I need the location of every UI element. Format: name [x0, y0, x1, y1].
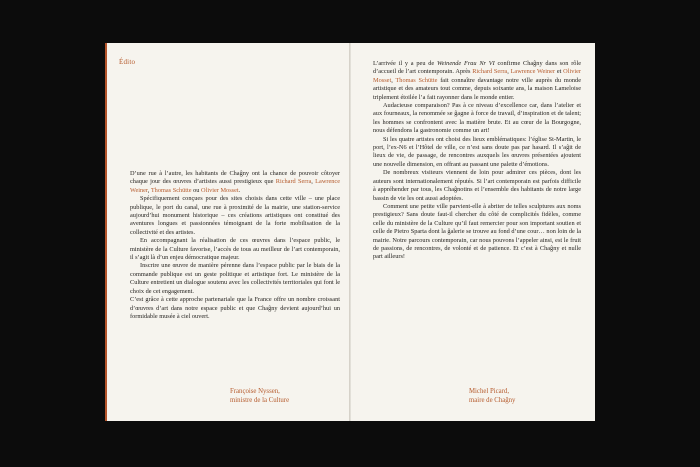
signature-name: Michel Picard,: [469, 388, 510, 395]
right-page-text: [373, 60, 581, 262]
artwork-title: Weinende Frau Nr VI: [436, 60, 495, 67]
signature-title: maire de Chaĝny: [469, 396, 516, 404]
signature-minister: [230, 388, 289, 405]
left-page-text: [130, 170, 340, 321]
signature-name: Françoise Nyssen,: [230, 388, 280, 395]
artist-name: Thomas Schütte: [150, 186, 192, 194]
left-paragraph-3: En accompagnant la réalisation de ces œuvres dans l’espace public, le ministère de la Culture favorise, l’accès de tous au meilleur de l’art contemporain, il s’agit là d’un enjeu démocratique majeur.: [130, 237, 340, 262]
text-run: .: [238, 186, 241, 194]
right-paragraph-3: Si les quatre artistes ont choisi des lieux emblématiques: l’église St-Martin, le port, l’ex-N6 et l’Hôtel de ville, ce n’est sans doute pas par hasard. Il s’aĝit de lieux de vie, de passage, de rencontres auxquels les œuvres présentées ajoutent une nouvelle dimension, en offrant au passant une palette d’émotions.: [373, 135, 581, 168]
artist-name: Lawrence Weiner: [130, 178, 340, 194]
right-paragraph-5: Comment une petite ville parvient-elle à abriter de telles sculptures aux noms prestigieux? Sans doute faut-il chercher du côté de complicités fidèles, comme celle du ministère de la Culture qu’il faut remercier pour son important soutien et celle de Pietro Sparta dont la ĝalerie se trouve au fond d’une cour… non loin de la mairie. Notre parcours contemporain, car nous pouvons l’appeler ainsi, est le fruit de passions, de rencontres, de volonté et de patience. Et c’est à Chaĝny et nulle part ailleurs!: [373, 202, 581, 261]
text-run: et: [555, 68, 564, 76]
edito-heading: Édito: [119, 58, 136, 66]
text-run: D’une rue à l’autre, les habitants de Chaĝny ont la chance de pouvoir côtoyer chaque jour des œuvres d’artistes aussi prestigieux que: [130, 170, 340, 186]
artist-name: Thomas Schütte: [395, 76, 438, 84]
text-run: L’arrivée il y a peu de: [373, 60, 437, 67]
artist-name: Olivier Mosset: [373, 68, 581, 84]
right-paragraph-2: Audacieuse comparaison? Pas à ce niveau d’excellence car, dans l’atelier et aux fourneaux, la renommée se ĝagne à force de travail, d’inspiration et de talent; les hommes se confrontent avec la matière brute. Et au cœur de la Bourgogne, nous défendons la gastronomie comme un art!: [373, 102, 581, 135]
signature-title: ministre de la Culture: [230, 396, 290, 404]
text-run: confirme Chaĝny dans son rôle d’accueil de l’art contemporain. Après: [373, 60, 581, 76]
left-paragraph-1: [130, 170, 340, 195]
artist-name: Richard Serra: [275, 178, 312, 186]
artist-name: Lawrence Weiner: [510, 68, 556, 76]
text-run: ,: [391, 76, 396, 84]
right-paragraph-1: [373, 60, 581, 102]
left-page: [105, 43, 349, 421]
text-run: ,: [311, 178, 316, 186]
text-run: fait connaître davantage notre ville auprès du monde artistique et des amateurs tout comme, depuis soixante ans, la maison Lameloise triplement étoilée l’a fait rayonner dans le monde entier.: [373, 76, 582, 101]
left-paragraph-2: Spécifiquement conçues pour des sites choisis dans cette ville – une place publique, le port du canal, une rue à proximité de la mairie, une station-service aujourd’hui monument historique – ces créations artistiques ont constitué des aventures longues et passionnées témoignant de la forte mobilisation de la collectivité et des artistes.: [130, 195, 340, 236]
text-run: ou: [191, 186, 202, 194]
left-paragraph-4: Inscrire une œuvre de manière pérenne dans l’espace public par le biais de la commande publique est un geste politique et artistique fort. Le ministère de la Culture entretient un dialogue soutenu avec les collectivités territoriales qui font le choix de cet engagement.: [130, 262, 340, 295]
artist-name: Richard Serra: [472, 68, 508, 76]
left-paragraph-5: C’est grâce à cette approche partenariale que la France offre un nombre croissant d’œuvres d’art dans notre espace public et que Chaĝny devient aujourd’hui un formidable musée à ciel ouvert.: [130, 296, 340, 320]
text-run: ,: [507, 68, 511, 76]
page-edge-accent: [105, 43, 107, 421]
artist-name: Olivier Mosset: [201, 186, 239, 194]
signature-mayor: [469, 388, 515, 405]
text-run: ,: [147, 186, 151, 194]
right-paragraph-4: De nombreux visiteurs viennent de loin pour admirer ces pièces, dont les auteurs sont internationalement réputés. Si l’art contemporain est parfois difficile à appréhender par tous, les Chaĝnotins et l’ensemble des habitants de notre large bassin de vie les ont aussi adoptées.: [373, 169, 581, 202]
right-page: [351, 43, 595, 421]
